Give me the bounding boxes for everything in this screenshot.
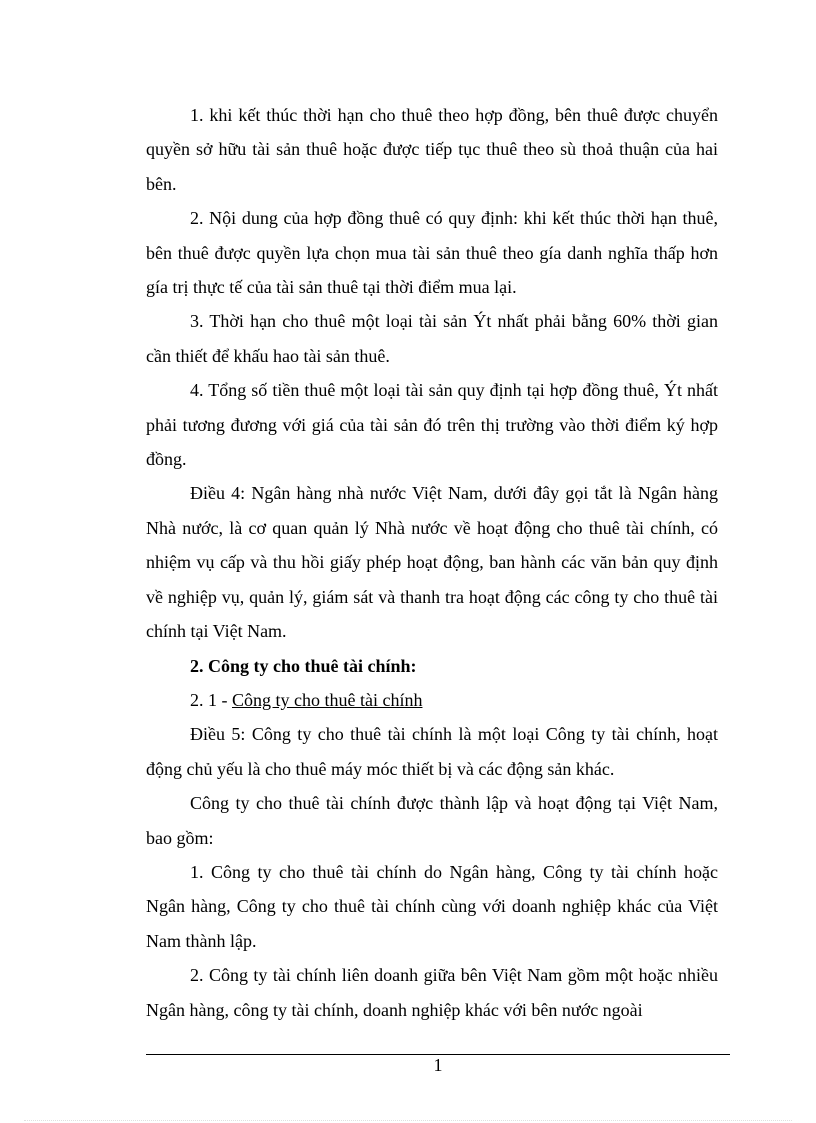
list-item-1: 1. Công ty cho thuê tài chính do Ngân hàng, Công ty tài chính hoặc Ngân hàng, Công ty cho thuê tài chính cùng với doanh nghiệp khác của Việt Nam thành lập. [146,861,718,951]
subsection-title: Công ty cho thuê tài chính [232,689,423,710]
body-text [146,98,718,1027]
page-edge-dots [24,1120,792,1121]
subsection-heading [146,683,718,717]
paragraph-1: 1. khi kết thúc thời hạn cho thuê theo hợp đồng, bên thuê được chuyển quyền sở hữu tài sản thuê hoặc được tiếp tục thuê theo sù thoả thuận của hai bên. [146,105,718,194]
paragraph-2: 2. Nội dung của hợp đồng thuê có quy định: khi kết thúc thời hạn thuê, bên thuê được quyền lựa chọn mua tài sản thuê theo gía danh nghĩa thấp hơn gía trị thực tế của tài sản thuê tại thời điểm mua lại. [146,208,718,298]
list-item-2: 2. Công ty tài chính liên doanh giữa bên Việt Nam gồm một hoặc nhiều Ngân hàng, công ty tài chính, doanh nghiệp khác với bên nước ngoài [146,965,718,1020]
article-5: Điều 5: Công ty cho thuê tài chính là một loại Công ty tài chính, hoạt động chủ yếu là cho thuê máy móc thiết bị và các động sản khác. [146,724,718,779]
paragraph-4: 4. Tổng số tiền thuê một loại tài sản quy định tại hợp đồng thuê, Ýt nhất phải tương đương với giá của tài sản đó trên thị trường vào thời điểm ký hợp đồng. [146,380,718,470]
subsection-prefix: 2. 1 - [190,689,232,710]
section-heading: 2. Công ty cho thuê tài chính: [190,655,417,676]
page-number: 1 [433,1055,443,1075]
paragraph-established: Công ty cho thuê tài chính được thành lập và hoạt động tại Việt Nam, bao gồm: [146,793,718,848]
article-4: Điều 4: Ngân hàng nhà nước Việt Nam, dưới đây gọi tắt là Ngân hàng Nhà nước, là cơ quan quản lý Nhà nước về hoạt động cho thuê tài chính, có nhiệm vụ cấp và thu hồi giấy phép hoạt động, ban hành các văn bản quy định về nghiệp vụ, quản lý, giám sát và thanh tra hoạt động các công ty cho thuê tài chính tại Việt Nam. [146,483,718,642]
paragraph-3: 3. Thời hạn cho thuê một loại tài sản Ýt nhất phải bằng 60% thời gian cần thiết để khấu hao tài sản thuê. [146,311,718,366]
